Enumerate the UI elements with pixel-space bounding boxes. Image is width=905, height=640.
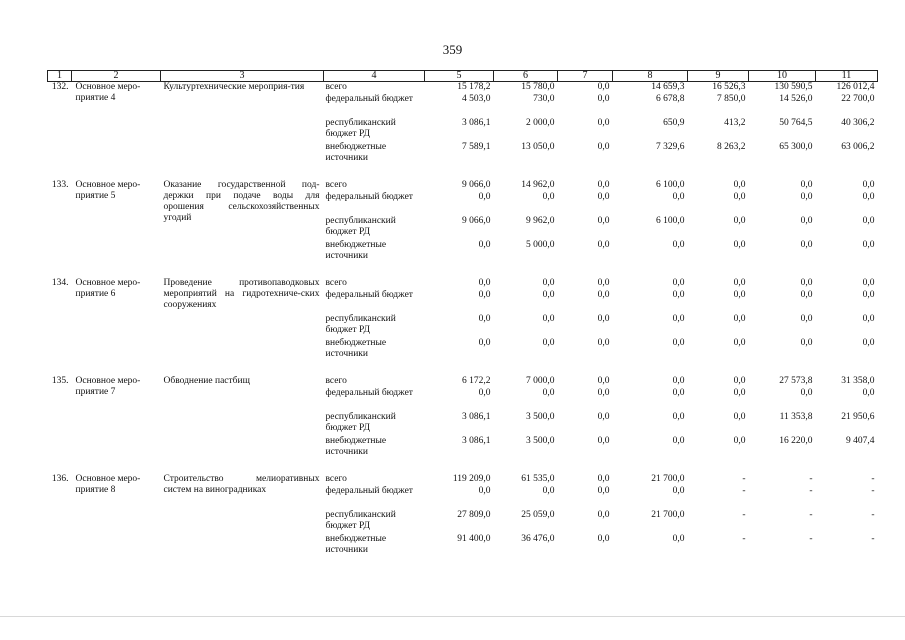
value-cell-col6: 2 000,0 xyxy=(526,118,555,128)
value-cell-col5: 7 589,1 xyxy=(462,142,491,152)
value-cell-col11: 0,0 xyxy=(862,338,875,348)
value-cell-col9: 413,2 xyxy=(724,118,746,128)
value-cell-col6: 7 000,0 xyxy=(526,376,555,386)
table-row xyxy=(48,474,878,486)
value-cell-col7: 0,0 xyxy=(597,118,610,128)
value-cell-col11: - xyxy=(871,474,875,484)
entry-description: Обводнение пастбищ xyxy=(163,376,250,386)
value-cell-col11: - xyxy=(871,486,875,496)
column-header-7: 7 xyxy=(558,71,613,82)
value-cell-col9: 0,0 xyxy=(733,192,746,202)
value-cell-col7: 0,0 xyxy=(597,94,610,104)
entry-description: Оказание государственной под-держки при подаче воды для орошения сельскохозяйственных угодий xyxy=(163,180,320,223)
entry-name: Основное меро-приятие 4 xyxy=(75,82,141,103)
funding-source: республиканский бюджет РД xyxy=(325,216,396,237)
value-cell-col11: 40 306,2 xyxy=(841,118,875,128)
value-cell-col5: 3 086,1 xyxy=(462,118,491,128)
value-cell-col5: 3 086,1 xyxy=(462,412,491,422)
entry-index: 132. xyxy=(51,82,69,92)
value-cell-col9: 0,0 xyxy=(733,180,746,190)
value-cell-col9: 0,0 xyxy=(733,240,746,250)
bottom-rule xyxy=(0,616,905,617)
funding-source: внебюджетные источники xyxy=(325,436,387,457)
value-cell-col11: 0,0 xyxy=(862,192,875,202)
funding-source: федеральный бюджет xyxy=(325,388,413,398)
entry-name: Основное меро-приятие 7 xyxy=(75,376,141,397)
value-cell-col8: 0,0 xyxy=(672,486,685,496)
value-cell-col7: 0,0 xyxy=(597,142,610,152)
value-cell-col8: 21 700,0 xyxy=(651,510,685,520)
value-cell-col8: 0,0 xyxy=(672,388,685,398)
value-cell-col7: 0,0 xyxy=(597,412,610,422)
entry-spacer xyxy=(48,264,878,278)
spacer-cell xyxy=(48,264,878,278)
value-cell-col10: 0,0 xyxy=(800,314,813,324)
value-cell-col6: 5 000,0 xyxy=(526,240,555,250)
value-cell-col9: 0,0 xyxy=(733,278,746,288)
value-cell-col8: 0,0 xyxy=(672,314,685,324)
column-header-9: 9 xyxy=(688,71,749,82)
value-cell-col11: - xyxy=(871,510,875,520)
value-cell-col8: 7 329,6 xyxy=(656,142,685,152)
value-cell-col7: 0,0 xyxy=(597,290,610,300)
value-cell-col9: 0,0 xyxy=(733,338,746,348)
value-cell-col6: 730,0 xyxy=(533,94,555,104)
funding-source: республиканский бюджет РД xyxy=(325,510,396,531)
value-cell-col10: 0,0 xyxy=(800,388,813,398)
value-cell-col8: 0,0 xyxy=(672,338,685,348)
value-cell-col10: 0,0 xyxy=(800,290,813,300)
value-cell-col6: 3 500,0 xyxy=(526,436,555,446)
funding-source: федеральный бюджет xyxy=(325,94,413,104)
funding-source: республиканский бюджет РД xyxy=(325,314,396,335)
value-cell-col5: 9 066,0 xyxy=(462,216,491,226)
value-cell-col10: 16 220,0 xyxy=(779,436,813,446)
value-cell-col5: 0,0 xyxy=(478,338,491,348)
value-cell-col11: 63 006,2 xyxy=(841,142,875,152)
value-cell-col11: 0,0 xyxy=(862,278,875,288)
value-cell-col8: 6 678,8 xyxy=(656,94,685,104)
value-cell-col10: - xyxy=(809,486,813,496)
value-cell-col9: 0,0 xyxy=(733,290,746,300)
entry-name: Основное меро-приятие 6 xyxy=(75,278,141,299)
value-cell-col11: 21 950,6 xyxy=(841,412,875,422)
value-cell-col5: 0,0 xyxy=(478,388,491,398)
value-cell-col10: 0,0 xyxy=(800,278,813,288)
value-cell-col5: 9 066,0 xyxy=(462,180,491,190)
value-cell-col5: 119 209,0 xyxy=(452,474,491,484)
table-row xyxy=(48,82,878,95)
value-cell-col9: 8 263,2 xyxy=(717,142,746,152)
value-cell-col9: - xyxy=(742,486,746,496)
value-cell-col7: 0,0 xyxy=(597,376,610,386)
value-cell-col5: 0,0 xyxy=(478,278,491,288)
value-cell-col5: 91 400,0 xyxy=(457,534,491,544)
value-cell-col7: 0,0 xyxy=(597,534,610,544)
value-cell-col6: 0,0 xyxy=(542,388,555,398)
column-header-10: 10 xyxy=(749,71,816,82)
value-cell-col11: 0,0 xyxy=(862,290,875,300)
value-cell-col10: 65 300,0 xyxy=(779,142,813,152)
value-cell-col9: - xyxy=(742,534,746,544)
value-cell-col6: 0,0 xyxy=(542,290,555,300)
value-cell-col5: 27 809,0 xyxy=(457,510,491,520)
value-cell-col8: 0,0 xyxy=(672,192,685,202)
value-cell-col9: - xyxy=(742,510,746,520)
spacer-cell xyxy=(48,460,878,474)
value-cell-col9: 0,0 xyxy=(733,436,746,446)
funding-source: всего xyxy=(325,180,347,190)
value-cell-col8: 0,0 xyxy=(672,534,685,544)
column-header-2: 2 xyxy=(72,71,161,82)
value-cell-col9: 0,0 xyxy=(733,216,746,226)
value-cell-col7: 0,0 xyxy=(597,510,610,520)
value-cell-col7: 0,0 xyxy=(597,82,610,92)
value-cell-col10: 0,0 xyxy=(800,192,813,202)
entry-index: 133. xyxy=(51,180,69,190)
entry-name: Основное меро-приятие 5 xyxy=(75,180,141,201)
value-cell-col7: 0,0 xyxy=(597,192,610,202)
funding-source: всего xyxy=(325,474,347,484)
value-cell-col9: - xyxy=(742,474,746,484)
value-cell-col7: 0,0 xyxy=(597,314,610,324)
value-cell-col7: 0,0 xyxy=(597,436,610,446)
value-cell-col5: 0,0 xyxy=(478,314,491,324)
value-cell-col7: 0,0 xyxy=(597,486,610,496)
entry-spacer xyxy=(48,166,878,180)
value-cell-col5: 3 086,1 xyxy=(462,436,491,446)
table-row xyxy=(48,278,878,290)
value-cell-col9: 16 526,3 xyxy=(712,82,746,92)
funding-source: внебюджетные источники xyxy=(325,240,387,261)
value-cell-col8: 0,0 xyxy=(672,240,685,250)
table-row xyxy=(48,180,878,192)
value-cell-col11: 31 358,0 xyxy=(841,376,875,386)
value-cell-col8: 14 659,3 xyxy=(651,82,685,92)
column-header-6: 6 xyxy=(494,71,558,82)
value-cell-col10: 50 764,5 xyxy=(779,118,813,128)
value-cell-col6: 25 059,0 xyxy=(521,510,555,520)
entry-name: Основное меро-приятие 8 xyxy=(75,474,141,495)
value-cell-col8: 0,0 xyxy=(672,376,685,386)
value-cell-col5: 15 178,2 xyxy=(457,82,491,92)
value-cell-col7: 0,0 xyxy=(597,240,610,250)
value-cell-col10: 27 573,8 xyxy=(779,376,813,386)
value-cell-col10: 0,0 xyxy=(800,338,813,348)
funding-source: внебюджетные источники xyxy=(325,142,387,163)
value-cell-col8: 6 100,0 xyxy=(656,216,685,226)
value-cell-col10: 0,0 xyxy=(800,216,813,226)
entry-description: Проведение противопаводковых мероприятий на гидротехниче-ских сооружениях xyxy=(163,278,320,310)
value-cell-col6: 14 962,0 xyxy=(521,180,555,190)
column-header-1: 1 xyxy=(48,71,72,82)
value-cell-col6: 9 962,0 xyxy=(526,216,555,226)
value-cell-col11: 126 012,4 xyxy=(836,82,875,92)
column-header-3: 3 xyxy=(161,71,324,82)
entry-index: 134. xyxy=(51,278,69,288)
entry-description: Культуртехнические мероприя-тия xyxy=(163,82,305,92)
entry-spacer xyxy=(48,460,878,474)
value-cell-col6: 0,0 xyxy=(542,278,555,288)
value-cell-col11: 0,0 xyxy=(862,216,875,226)
funding-source: всего xyxy=(325,376,347,386)
value-cell-col8: 0,0 xyxy=(672,436,685,446)
funding-source: внебюджетные источники xyxy=(325,534,387,555)
value-cell-col5: 4 503,0 xyxy=(462,94,491,104)
column-header-5: 5 xyxy=(425,71,494,82)
column-header-8: 8 xyxy=(613,71,688,82)
column-header-11: 11 xyxy=(816,71,878,82)
value-cell-col5: 0,0 xyxy=(478,486,491,496)
value-cell-col6: 3 500,0 xyxy=(526,412,555,422)
budget-table xyxy=(47,70,878,558)
value-cell-col9: 7 850,0 xyxy=(717,94,746,104)
value-cell-col6: 36 476,0 xyxy=(521,534,555,544)
value-cell-col6: 15 780,0 xyxy=(521,82,555,92)
value-cell-col10: - xyxy=(809,510,813,520)
value-cell-col5: 0,0 xyxy=(478,192,491,202)
value-cell-col5: 0,0 xyxy=(478,240,491,250)
entry-description: Строительство мелиоративных систем на виноградниках xyxy=(163,474,320,495)
value-cell-col11: 0,0 xyxy=(862,240,875,250)
value-cell-col11: 0,0 xyxy=(862,388,875,398)
entry-index: 135. xyxy=(51,376,69,386)
value-cell-col6: 61 535,0 xyxy=(521,474,555,484)
value-cell-col7: 0,0 xyxy=(597,278,610,288)
value-cell-col8: 650,9 xyxy=(663,118,685,128)
value-cell-col6: 0,0 xyxy=(542,314,555,324)
funding-source: республиканский бюджет РД xyxy=(325,118,396,139)
entry-index: 136. xyxy=(51,474,69,484)
value-cell-col8: 6 100,0 xyxy=(656,180,685,190)
value-cell-col8: 21 700,0 xyxy=(651,474,685,484)
funding-source: федеральный бюджет xyxy=(325,486,413,496)
value-cell-col5: 6 172,2 xyxy=(462,376,491,386)
value-cell-col6: 0,0 xyxy=(542,192,555,202)
value-cell-col11: 0,0 xyxy=(862,314,875,324)
value-cell-col10: 11 353,8 xyxy=(779,412,813,422)
value-cell-col7: 0,0 xyxy=(597,216,610,226)
value-cell-col6: 0,0 xyxy=(542,486,555,496)
page-number: 359 xyxy=(442,42,463,57)
funding-source: всего xyxy=(325,278,347,288)
value-cell-col7: 0,0 xyxy=(597,388,610,398)
entry-spacer xyxy=(48,362,878,376)
header-row xyxy=(48,71,878,82)
value-cell-col7: 0,0 xyxy=(597,180,610,190)
value-cell-col10: - xyxy=(809,474,813,484)
value-cell-col10: 130 590,5 xyxy=(774,82,813,92)
value-cell-col11: 9 407,4 xyxy=(846,436,875,446)
value-cell-col8: 0,0 xyxy=(672,412,685,422)
value-cell-col6: 13 050,0 xyxy=(521,142,555,152)
value-cell-col6: 0,0 xyxy=(542,338,555,348)
value-cell-col11: - xyxy=(871,534,875,544)
table-row xyxy=(48,376,878,388)
table-body xyxy=(48,82,878,559)
value-cell-col5: 0,0 xyxy=(478,290,491,300)
funding-source: всего xyxy=(325,82,347,92)
value-cell-col10: 0,0 xyxy=(800,240,813,250)
value-cell-col11: 0,0 xyxy=(862,180,875,190)
budget-table-sheet xyxy=(47,70,877,558)
funding-source: федеральный бюджет xyxy=(325,192,413,202)
value-cell-col10: 14 526,0 xyxy=(779,94,813,104)
value-cell-col10: - xyxy=(809,534,813,544)
value-cell-col7: 0,0 xyxy=(597,474,610,484)
funding-source: внебюджетные источники xyxy=(325,338,387,359)
value-cell-col9: 0,0 xyxy=(733,412,746,422)
column-header-4: 4 xyxy=(324,71,425,82)
funding-source: республиканский бюджет РД xyxy=(325,412,396,433)
value-cell-col10: 0,0 xyxy=(800,180,813,190)
funding-source: федеральный бюджет xyxy=(325,290,413,300)
value-cell-col8: 0,0 xyxy=(672,278,685,288)
value-cell-col7: 0,0 xyxy=(597,338,610,348)
spacer-cell xyxy=(48,362,878,376)
value-cell-col11: 22 700,0 xyxy=(841,94,875,104)
value-cell-col9: 0,0 xyxy=(733,388,746,398)
spacer-cell xyxy=(48,166,878,180)
value-cell-col9: 0,0 xyxy=(733,376,746,386)
value-cell-col9: 0,0 xyxy=(733,314,746,324)
value-cell-col8: 0,0 xyxy=(672,290,685,300)
